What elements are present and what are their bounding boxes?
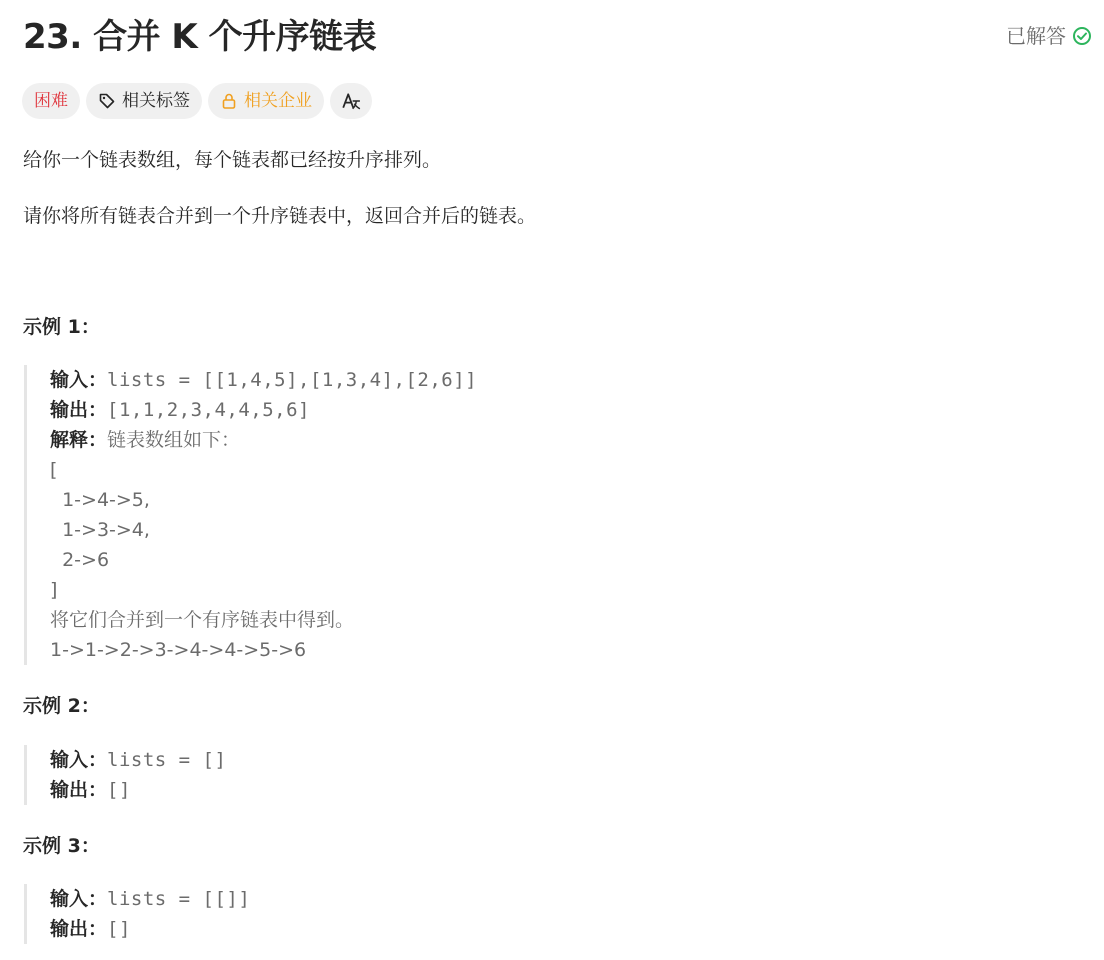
tag-icon bbox=[98, 92, 116, 110]
example-2-title: 示例 2： bbox=[23, 695, 100, 717]
example-3-input: 输入：lists = [[]] bbox=[50, 888, 251, 910]
related-topics-label: 相关标签 bbox=[122, 91, 190, 111]
example-3-title: 示例 3： bbox=[23, 835, 100, 857]
related-companies-label: 相关企业 bbox=[244, 91, 312, 111]
example-3-block bbox=[24, 884, 250, 944]
example-2-block bbox=[24, 745, 226, 805]
example-3-output: 输出：[] bbox=[50, 918, 131, 940]
tag-bar bbox=[22, 83, 372, 119]
example-1-explain-line: 将它们合并到一个有序链表中得到。 bbox=[50, 609, 355, 631]
example-2-input: 输入：lists = [] bbox=[50, 749, 227, 771]
description-paragraph-1: 给你一个链表数组，每个链表都已经按升序排列。 bbox=[23, 149, 442, 171]
example-1-explain-line: 1->4->5, bbox=[50, 489, 150, 511]
example-1-explain-line: [ bbox=[50, 459, 58, 481]
difficulty-label: 困难 bbox=[34, 91, 68, 111]
example-1-explain-line: 2->6 bbox=[50, 549, 110, 571]
example-1-explain-line: 1->1->2->3->4->4->5->6 bbox=[50, 639, 307, 661]
related-companies-tag[interactable] bbox=[208, 83, 324, 119]
example-1-explain-line: 1->3->4, bbox=[50, 519, 150, 541]
example-1-input: 输入：lists = [[1,4,5],[1,3,4],[2,6]] bbox=[50, 369, 478, 391]
example-1-block bbox=[24, 365, 477, 665]
difficulty-tag[interactable] bbox=[22, 83, 80, 119]
example-1-title: 示例 1： bbox=[23, 316, 100, 338]
example-1-output: 输出：[1,1,2,3,4,4,5,6] bbox=[50, 399, 310, 421]
translate-icon bbox=[341, 91, 361, 111]
example-2-output: 输出：[] bbox=[50, 779, 131, 801]
example-1-explain-line: ] bbox=[50, 579, 58, 601]
solved-status bbox=[1006, 22, 1092, 50]
problem-title: 23. 合并 K 个升序链表 bbox=[23, 17, 377, 57]
solved-label: 已解答 bbox=[1006, 24, 1066, 48]
translate-button[interactable] bbox=[330, 83, 372, 119]
check-circle-icon bbox=[1072, 26, 1092, 46]
related-topics-tag[interactable] bbox=[86, 83, 202, 119]
description-paragraph-2: 请你将所有链表合并到一个升序链表中，返回合并后的链表。 bbox=[23, 205, 537, 227]
example-1-explain: 解释：链表数组如下： bbox=[50, 429, 241, 451]
lock-icon bbox=[220, 92, 238, 110]
